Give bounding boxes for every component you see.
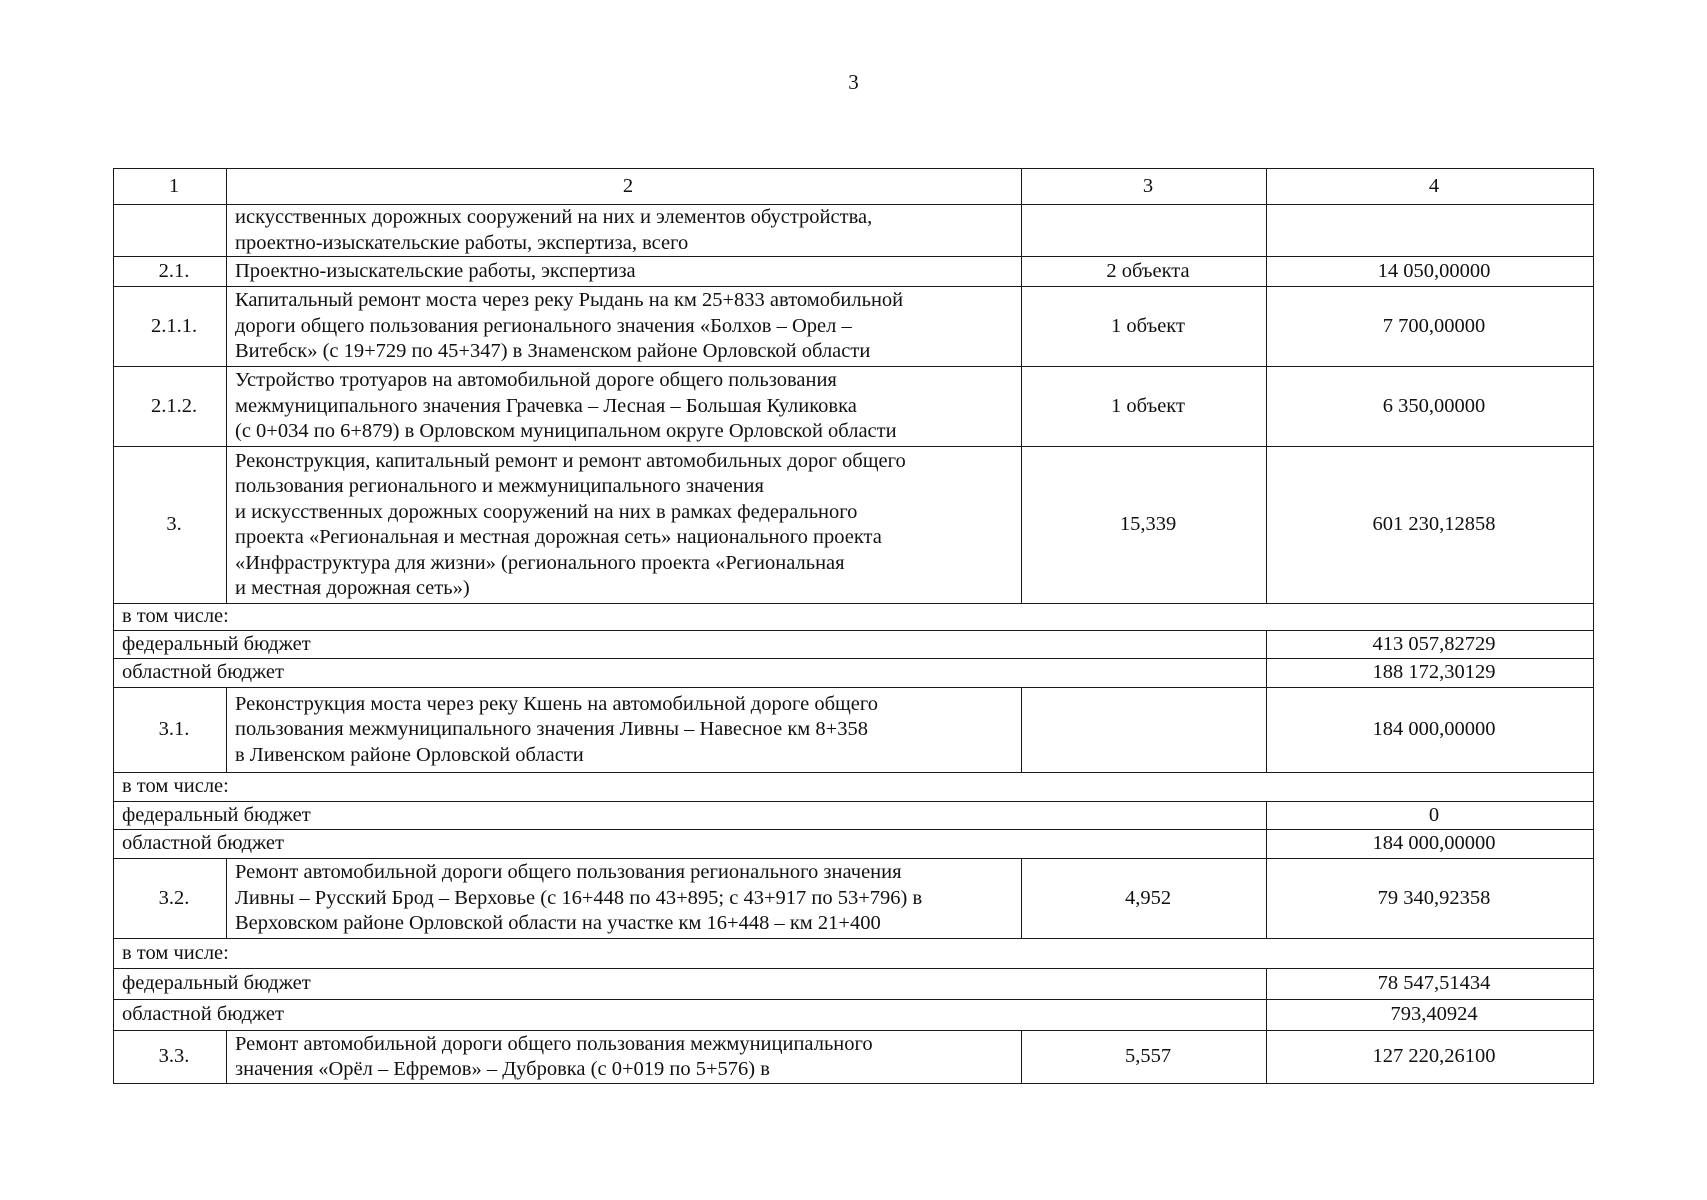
header-cell: 4: [1267, 169, 1594, 205]
description-line: в Ливенском районе Орловской области: [235, 743, 584, 766]
description-line: Реконструкция, капитальный ремонт и ремонт автомобильных дорог общего: [235, 449, 906, 472]
description-line: искусственных дорожных сооружений на них и элементов обустройства,: [235, 206, 873, 228]
federal-budget-label: федеральный бюджет: [114, 802, 1267, 830]
regional-budget-label: областной бюджет: [114, 1000, 1267, 1031]
description-line: проектно-изыскательские работы, экспертиза, всего: [235, 231, 689, 254]
num-cell: 2.1.2.: [114, 367, 227, 447]
description-line: Капитальный ремонт моста через реку Рыдань на км 25+833 автомобильной: [235, 289, 904, 312]
description-line: (с 0+034 по 6+879) в Орловском муниципальном округе Орловской области: [235, 420, 897, 443]
quantity-cell: 1 объект: [1022, 287, 1267, 367]
description-line: Ремонт автомобильной дороги общего пользования регионального значения: [235, 861, 902, 884]
description-cell: [227, 1031, 1022, 1084]
regional-budget-amount: 184 000,00000: [1267, 830, 1594, 859]
continuation-text: [235, 205, 1021, 256]
num-cell: 3.3.: [114, 1031, 227, 1084]
regional-budget-row: [114, 830, 1594, 859]
table-row: [114, 205, 1594, 257]
description-line: Ремонт автомобильной дороги общего пользования межмуниципального: [235, 1032, 873, 1055]
description-line: и местная дорожная сеть»): [235, 577, 470, 599]
description-line: «Инфраструктура для жизни» (регионального проекта «Региональная: [235, 551, 845, 574]
description-line: Ливны – Русский Брод – Верховье (с 16+448 по 43+895; с 43+917 по 53+796) в: [235, 886, 923, 909]
amount-cell: 7 700,00000: [1267, 287, 1594, 367]
description-cell: [227, 287, 1022, 367]
including-label: в том числе:: [114, 773, 1594, 802]
subtotal-label-row: [114, 773, 1594, 802]
quantity-cell: 1 объект: [1022, 367, 1267, 447]
description-line: Витебск» (с 19+729 по 45+347) в Знаменском районе Орловской области: [235, 340, 871, 363]
table-row: [114, 447, 1594, 604]
table-row: [114, 1031, 1594, 1084]
regional-budget-label: областной бюджет: [114, 830, 1267, 859]
regional-budget-amount: 793,40924: [1267, 1000, 1594, 1031]
description-cell: [227, 367, 1022, 447]
federal-budget-row: [114, 969, 1594, 1000]
header-cell: 2: [227, 169, 1022, 205]
quantity-cell: [1022, 205, 1267, 257]
num-cell: 2.1.: [114, 257, 227, 287]
num-cell: 3.2.: [114, 859, 227, 939]
regional-budget-amount: 188 172,30129: [1267, 659, 1594, 688]
federal-budget-row: [114, 802, 1594, 830]
federal-budget-row: [114, 631, 1594, 659]
quantity-cell: 4,952: [1022, 859, 1267, 939]
quantity-cell: [1022, 688, 1267, 773]
header-cell: 1: [114, 169, 227, 205]
table-row: [114, 859, 1594, 939]
federal-budget-amount: 413 057,82729: [1267, 631, 1594, 659]
description-line: значения «Орёл – Ефремов» – Дубровка (с 0+019 по 5+576) в: [235, 1058, 770, 1080]
amount-cell: 6 350,00000: [1267, 367, 1594, 447]
table-row: [114, 367, 1594, 447]
federal-budget-label: федеральный бюджет: [114, 969, 1267, 1000]
description-line: межмуниципального значения Грачевка – Лесная – Большая Куликовка: [235, 394, 857, 417]
federal-budget-amount: 78 547,51434: [1267, 969, 1594, 1000]
description-line: пользования межмуниципального значения Ливны – Навесное км 8+358: [235, 718, 868, 741]
description-line: Верховском районе Орловской области на участке км 16+448 – км 21+400: [235, 912, 881, 935]
subtotal-label-row: [114, 604, 1594, 631]
description-line: Реконструкция моста через реку Кшень на автомобильной дороге общего: [235, 692, 879, 715]
amount-cell: 79 340,92358: [1267, 859, 1594, 939]
quantity-cell: 2 объекта: [1022, 257, 1267, 287]
subtotal-label-row: [114, 939, 1594, 969]
federal-budget-label: федеральный бюджет: [114, 631, 1267, 659]
table-header-row: [114, 169, 1594, 205]
header-cell: 3: [1022, 169, 1267, 205]
amount-cell: 601 230,12858: [1267, 447, 1594, 604]
description-line: Проектно-изыскательские работы, экспертиза: [235, 259, 636, 282]
description-line: и искусственных дорожных сооружений на них в рамках федерального: [235, 500, 858, 523]
amount-cell: 184 000,00000: [1267, 688, 1594, 773]
table-row: [114, 257, 1594, 287]
num-cell: 3.1.: [114, 688, 227, 773]
amount-cell: 14 050,00000: [1267, 257, 1594, 287]
regional-budget-label: областной бюджет: [114, 659, 1267, 688]
regional-budget-row: [114, 659, 1594, 688]
amount-cell: 127 220,26100: [1267, 1031, 1594, 1084]
description-line: Устройство тротуаров на автомобильной дороге общего пользования: [235, 369, 837, 392]
description-cell: [227, 257, 1022, 287]
including-label: в том числе:: [114, 604, 1594, 631]
description-line: проекта «Региональная и местная дорожная сеть» национального проекта: [235, 526, 882, 548]
num-cell: 3.: [114, 447, 227, 604]
table-row: [114, 688, 1594, 773]
num-cell: 2.1.1.: [114, 287, 227, 367]
description-line: пользования регионального и межмуниципального значения: [235, 475, 764, 497]
amount-cell: [1267, 205, 1594, 257]
description-cell: [227, 859, 1022, 939]
description-line: дороги общего пользования регионального значения «Болхов – Орел –: [235, 314, 852, 337]
including-label: в том числе:: [114, 939, 1594, 969]
regional-budget-row: [114, 1000, 1594, 1031]
quantity-cell: 15,339: [1022, 447, 1267, 604]
table-row: [114, 287, 1594, 367]
description-cell: [227, 205, 1022, 257]
num-cell: [114, 205, 227, 257]
budget-table: [113, 168, 1594, 1084]
federal-budget-amount: 0: [1267, 802, 1594, 830]
quantity-cell: 5,557: [1022, 1031, 1267, 1084]
description-cell: [227, 447, 1022, 604]
description-cell: [227, 688, 1022, 773]
page-number: 3: [848, 70, 859, 94]
